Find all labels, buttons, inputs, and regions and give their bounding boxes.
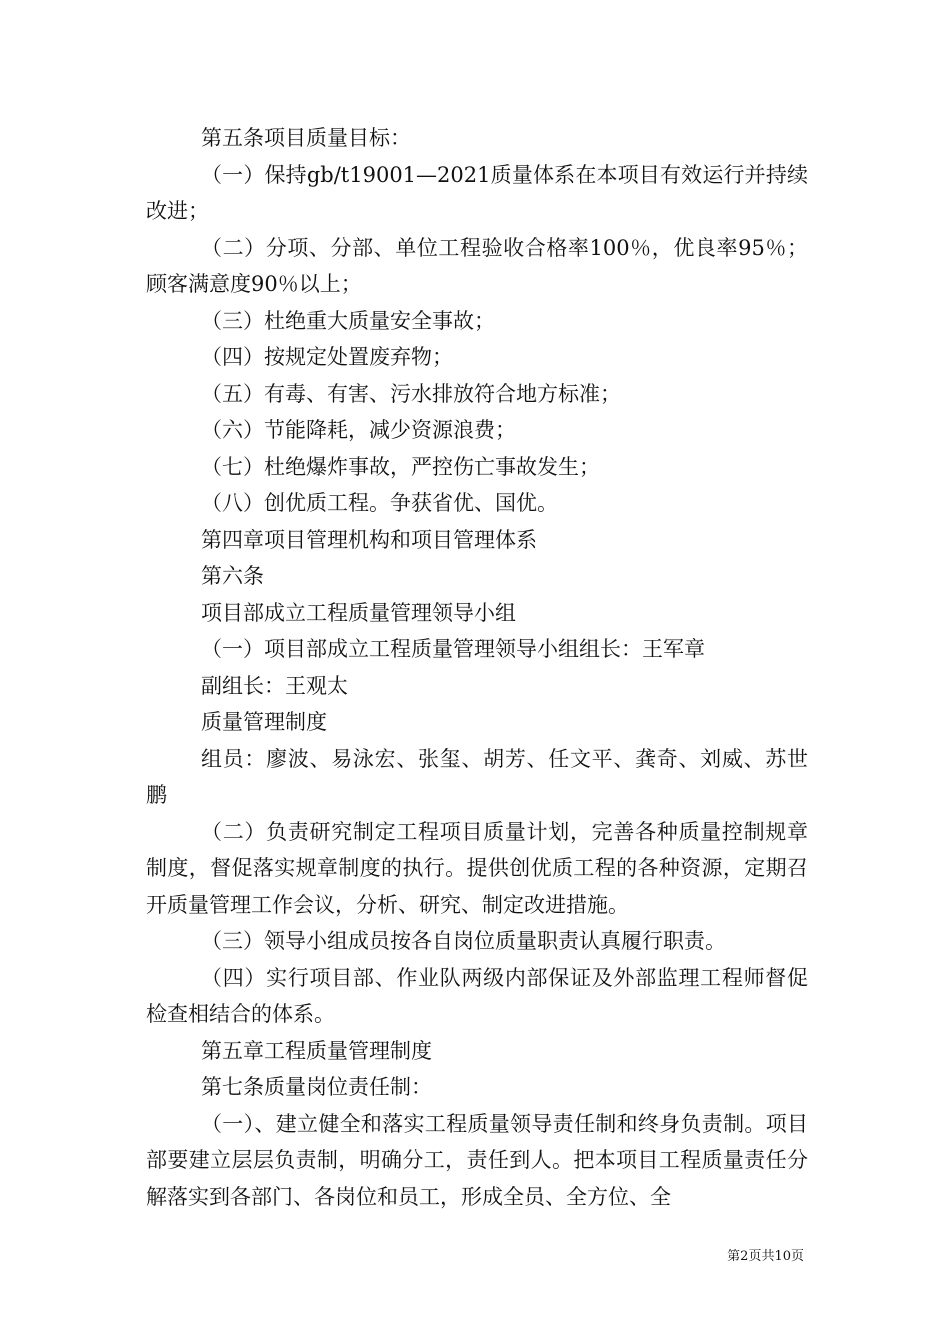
paragraph-goal-6: （六）节能降耗，减少资源浪费；	[201, 418, 516, 442]
paragraph-goal-5: （五）有毒、有害、污水排放符合地方标准；	[201, 381, 621, 406]
paragraph-group-members: 组员：廖波、易泳宏、张玺、胡芳、任文平、龚奇、刘威、苏世鹏	[146, 746, 808, 807]
article-7-heading: 第七条质量岗位责任制：	[201, 1075, 432, 1099]
paragraph-goal-4: （四）按规定处置废弃物；	[201, 345, 453, 369]
paragraph-goal-2: （二）分项、分部、单位工程验收合格率100％，优良率95％；顾客满意度90％以上；	[146, 235, 808, 296]
paragraph-deputy-leader: 副组长：王观太	[201, 673, 348, 698]
paragraph-duty-4: （四）实行项目部、作业队两级内部保证及外部监理工程师督促检查相结合的体系。	[146, 965, 808, 1026]
paragraph-goal-8: （八）创优质工程。争获省优、国优。	[201, 491, 558, 515]
chapter-4-heading: 第四章项目管理机构和项目管理体系	[201, 527, 537, 552]
paragraph-quality-system: 质量管理制度	[201, 710, 327, 734]
paragraph-duty-3: （三）领导小组成员按各自岗位质量职责认真履行职责。	[201, 929, 726, 953]
paragraph-leadership-group: 项目部成立工程质量管理领导小组	[201, 600, 516, 625]
paragraph-goal-3: （三）杜绝重大质量安全事故；	[201, 308, 495, 333]
paragraph-quality-goals-heading: 第五条项目质量目标：	[201, 126, 411, 150]
paragraph-duty-2: （二）负责研究制定工程项目质量计划，完善各种质量控制规章制度，督促落实规章制度的执行。提供创优质工程的各种资源，定期召开质量管理工作会议，分析、研究、制定改进措施。	[146, 819, 808, 917]
paragraph-goal-1: （一）保持gb/t19001—2021质量体系在本项目有效运行并持续改进；	[146, 162, 808, 223]
paragraph-responsibility-1: （一）、建立健全和落实工程质量领导责任制和终身负责制。项目部要建立层层负责制，明确分工，责任到人。把本项目工程质量责任分解落实到各部门、各岗位和员工，形成全员、全方位、全	[146, 1111, 808, 1209]
paragraph-group-leader: （一）项目部成立工程质量管理领导小组组长：王军章	[201, 637, 705, 661]
page-number-footer: 第2页共10页	[727, 1249, 804, 1264]
chapter-5-heading: 第五章工程质量管理制度	[201, 1038, 432, 1063]
document-body	[146, 120, 808, 1215]
article-6-heading: 第六条	[201, 564, 264, 588]
paragraph-goal-7: （七）杜绝爆炸事故，严控伤亡事故发生；	[201, 454, 600, 479]
